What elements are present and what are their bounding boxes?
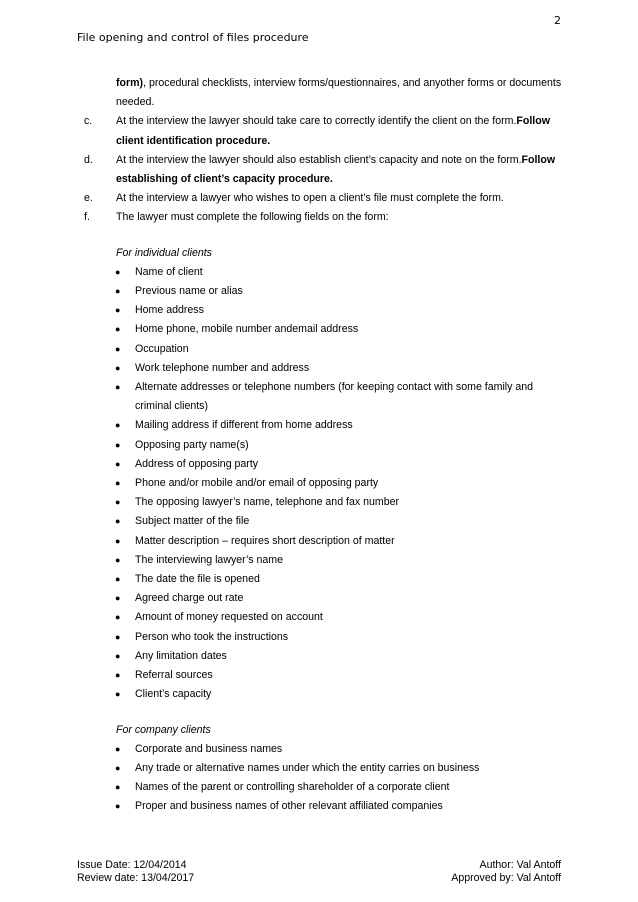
- list-item-c: [84, 112, 564, 150]
- bullet-icon: ●: [115, 762, 121, 773]
- bullet-text: Home address: [135, 304, 204, 317]
- bullet-icon: ●: [115, 324, 121, 335]
- list-item-text: At the interview the lawyer should also establish client’s capacity and note on the form.: [116, 153, 522, 166]
- header-title: File opening and control of files procedure: [77, 31, 309, 44]
- bullet-text: Any trade or alternative names under which the entity carries on business: [135, 761, 480, 774]
- bullet-text: Alternate addresses or telephone numbers (for keeping contact with some family and criminal clients): [135, 381, 534, 413]
- bullet-text: Occupation: [135, 342, 189, 355]
- individual-fields-list: [84, 263, 564, 705]
- bullet-item: [115, 647, 564, 666]
- bullet-item: [115, 589, 564, 608]
- bullet-icon: ●: [115, 782, 121, 793]
- list-item-text: At the interview the lawyer should take care to correctly identify the client on the form.: [116, 115, 517, 128]
- list-item-text: The lawyer must complete the following fields on the form:: [116, 211, 389, 224]
- bullet-icon: ●: [115, 670, 121, 681]
- bullet-item: [115, 320, 564, 339]
- bullet-text: Work telephone number and address: [135, 361, 310, 374]
- bullet-item: [115, 608, 564, 627]
- bullet-icon: ●: [115, 516, 121, 527]
- bullet-item: [115, 512, 564, 531]
- approved-by: Approved by: Val Antoff: [451, 872, 561, 884]
- bullet-icon: ●: [115, 286, 121, 297]
- bullet-item: [115, 666, 564, 685]
- individual-clients-heading: For individual clients: [116, 246, 212, 259]
- bullet-text: Any limitation dates: [135, 649, 227, 662]
- list-item-f: [84, 208, 564, 227]
- bullet-text: Phone and/or mobile and/or email of opposing party: [135, 477, 379, 490]
- bullet-text: Address of opposing party: [135, 457, 259, 470]
- list-marker: e.: [84, 192, 93, 205]
- bullet-text: Referral sources: [135, 669, 213, 682]
- bullet-icon: ●: [115, 439, 121, 450]
- bullet-icon: ●: [115, 801, 121, 812]
- bullet-item: [115, 628, 564, 647]
- review-date: Review date: 13/04/2017: [77, 872, 195, 884]
- continuation-bold: form): [116, 77, 144, 89]
- bullet-icon: ●: [115, 743, 121, 754]
- bullet-icon: ●: [115, 266, 121, 277]
- bullet-icon: ●: [115, 362, 121, 373]
- bullet-text: Client’s capacity: [135, 688, 212, 701]
- page-footer: [77, 859, 561, 885]
- continuation-text: , procedural checklists, interview forms/questionnaires, and anyother forms or documents needed.: [116, 77, 562, 109]
- company-clients-heading: For company clients: [116, 723, 211, 736]
- bullet-item: [115, 263, 564, 282]
- bullet-item: [115, 740, 564, 759]
- bullet-item: [115, 570, 564, 589]
- bullet-icon: ●: [115, 420, 121, 431]
- bullet-text: Opposing party name(s): [135, 438, 249, 451]
- bullet-text: Names of the parent or controlling shareholder of a corporate client: [135, 781, 450, 794]
- bullet-icon: ●: [115, 631, 121, 642]
- bullet-icon: ●: [115, 497, 121, 508]
- bullet-text: Subject matter of the file: [135, 515, 250, 528]
- list-item-bold: Follow establishing of client’s capacity procedure.: [116, 153, 556, 186]
- bullet-text: Agreed charge out rate: [135, 592, 244, 605]
- bullet-text: Person who took the instructions: [135, 630, 289, 643]
- company-fields-list: [84, 740, 564, 817]
- bullet-item: [115, 301, 564, 320]
- bullet-text: Mailing address if different from home address: [135, 419, 353, 432]
- bullet-icon: ●: [115, 535, 121, 546]
- bullet-icon: ●: [115, 305, 121, 316]
- bullet-item: [115, 378, 564, 416]
- bullet-item: [115, 340, 564, 359]
- bullet-item: [115, 685, 564, 704]
- bullet-item: [115, 282, 564, 301]
- bullet-item: [115, 474, 564, 493]
- bullet-text: Home phone, mobile number andemail address: [135, 323, 359, 336]
- bullet-icon: ●: [115, 574, 121, 585]
- bullet-item: [115, 493, 564, 512]
- bullet-text: Previous name or alias: [135, 285, 243, 298]
- bullet-item: [115, 532, 564, 551]
- bullet-icon: ●: [115, 458, 121, 469]
- list-item-d: [84, 151, 564, 189]
- continuation-paragraph: [84, 74, 564, 112]
- bullet-text: Corporate and business names: [135, 742, 283, 755]
- bullet-icon: ●: [115, 343, 121, 354]
- document-body: [84, 74, 564, 817]
- bullet-item: [115, 778, 564, 797]
- bullet-text: The date the file is opened: [135, 573, 260, 586]
- bullet-item: [115, 436, 564, 455]
- bullet-item: [115, 759, 564, 778]
- bullet-item: [115, 797, 564, 816]
- bullet-icon: ●: [115, 554, 121, 565]
- bullet-item: [115, 455, 564, 474]
- issue-date: Issue Date: 12/04/2014: [77, 859, 187, 871]
- list-item-text: At the interview a lawyer who wishes to open a client’s file must complete the form.: [116, 192, 504, 205]
- list-marker: c.: [84, 115, 93, 128]
- bullet-item: [115, 359, 564, 378]
- bullet-text: Proper and business names of other relevant affiliated companies: [135, 800, 443, 813]
- bullet-icon: ●: [115, 689, 121, 700]
- bullet-icon: ●: [115, 478, 121, 489]
- bullet-text: Amount of money requested on account: [135, 611, 323, 624]
- bullet-icon: ●: [115, 382, 121, 393]
- author: Author: Val Antoff: [479, 859, 561, 871]
- list-marker: f.: [84, 211, 90, 224]
- bullet-icon: ●: [115, 650, 121, 661]
- list-item-e: [84, 189, 564, 208]
- bullet-item: [115, 551, 564, 570]
- bullet-text: The opposing lawyer’s name, telephone and fax number: [135, 496, 400, 509]
- list-item-bold: Follow client identification procedure.: [116, 115, 550, 147]
- bullet-text: Name of client: [135, 265, 203, 278]
- bullet-text: The interviewing lawyer’s name: [135, 553, 283, 566]
- bullet-item: [115, 416, 564, 435]
- bullet-text: Matter description – requires short description of matter: [135, 534, 395, 547]
- page-number: 2: [554, 14, 561, 27]
- bullet-icon: ●: [115, 593, 121, 604]
- bullet-icon: ●: [115, 612, 121, 623]
- list-marker: d.: [84, 153, 93, 166]
